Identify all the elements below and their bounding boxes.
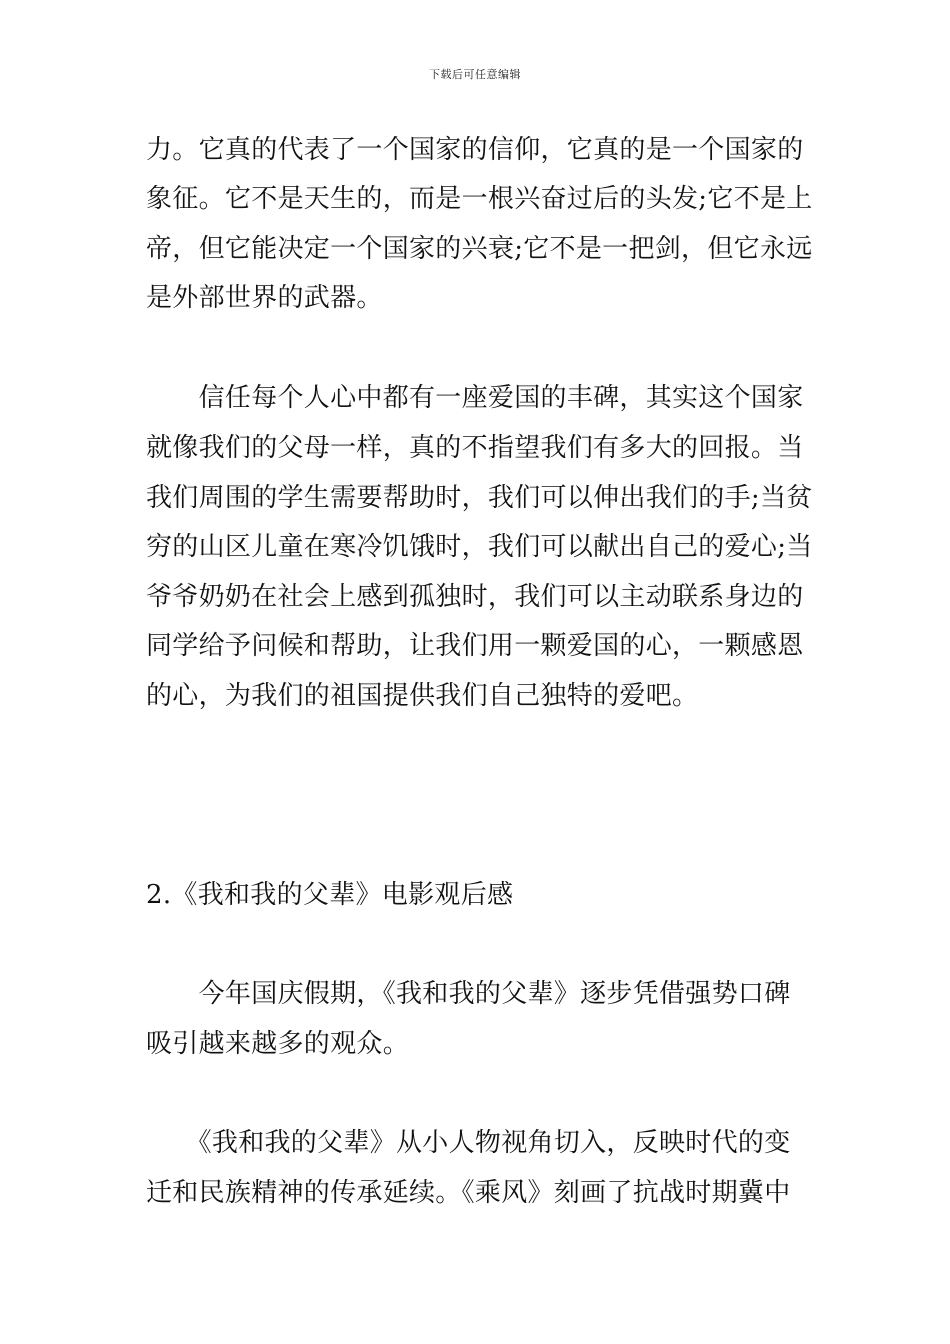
paragraph-line: 迁和民族精神的传承延续。《乘风》刻画了抗战时期冀中 (146, 1178, 791, 1208)
paragraph-line: 吸引越来越多的观众。 (146, 1029, 410, 1059)
paragraph-line: 爷爷奶奶在社会上感到孤独时，我们可以主动联系身边的 (146, 582, 804, 612)
paragraph-line: 力。它真的代表了一个国家的信仰，它真的是一个国家的 (146, 135, 804, 165)
paragraph-line: 信任每个人心中都有一座爱国的丰碑，其实这个国家 (146, 383, 804, 413)
header-note: 下载后可任意编辑 (429, 68, 521, 81)
paragraph-line: 今年国庆假期，《我和我的父辈》逐步凭借强势口碑 (146, 979, 791, 1009)
paragraph-line: 帝，但它能决定一个国家的兴衰;它不是一把剑，但它永远 (146, 234, 813, 264)
paragraph-line: 是外部世界的武器。 (146, 283, 383, 313)
paragraph-line: 的心，为我们的祖国提供我们自己独特的爱吧。 (146, 681, 699, 711)
paragraph-line: 穷的山区儿童在寒冷饥饿时，我们可以献出自己的爱心;当 (146, 532, 813, 562)
paragraph-line: 象征。它不是天生的，而是一根兴奋过后的头发;它不是上 (146, 184, 813, 214)
paragraph-line: 我们周围的学生需要帮助时，我们可以伸出我们的手;当贫 (146, 483, 813, 513)
section-heading: 2.《我和我的父辈》电影观后感 (146, 880, 514, 910)
paragraph-line: 就像我们的父母一样，真的不指望我们有多大的回报。当 (146, 433, 804, 463)
paragraph-line: 《我和我的父辈》从小人物视角切入，反映时代的变 (146, 1128, 791, 1158)
paragraph-line: 同学给予问候和帮助，让我们用一颗爱国的心，一颗感恩 (146, 631, 804, 661)
